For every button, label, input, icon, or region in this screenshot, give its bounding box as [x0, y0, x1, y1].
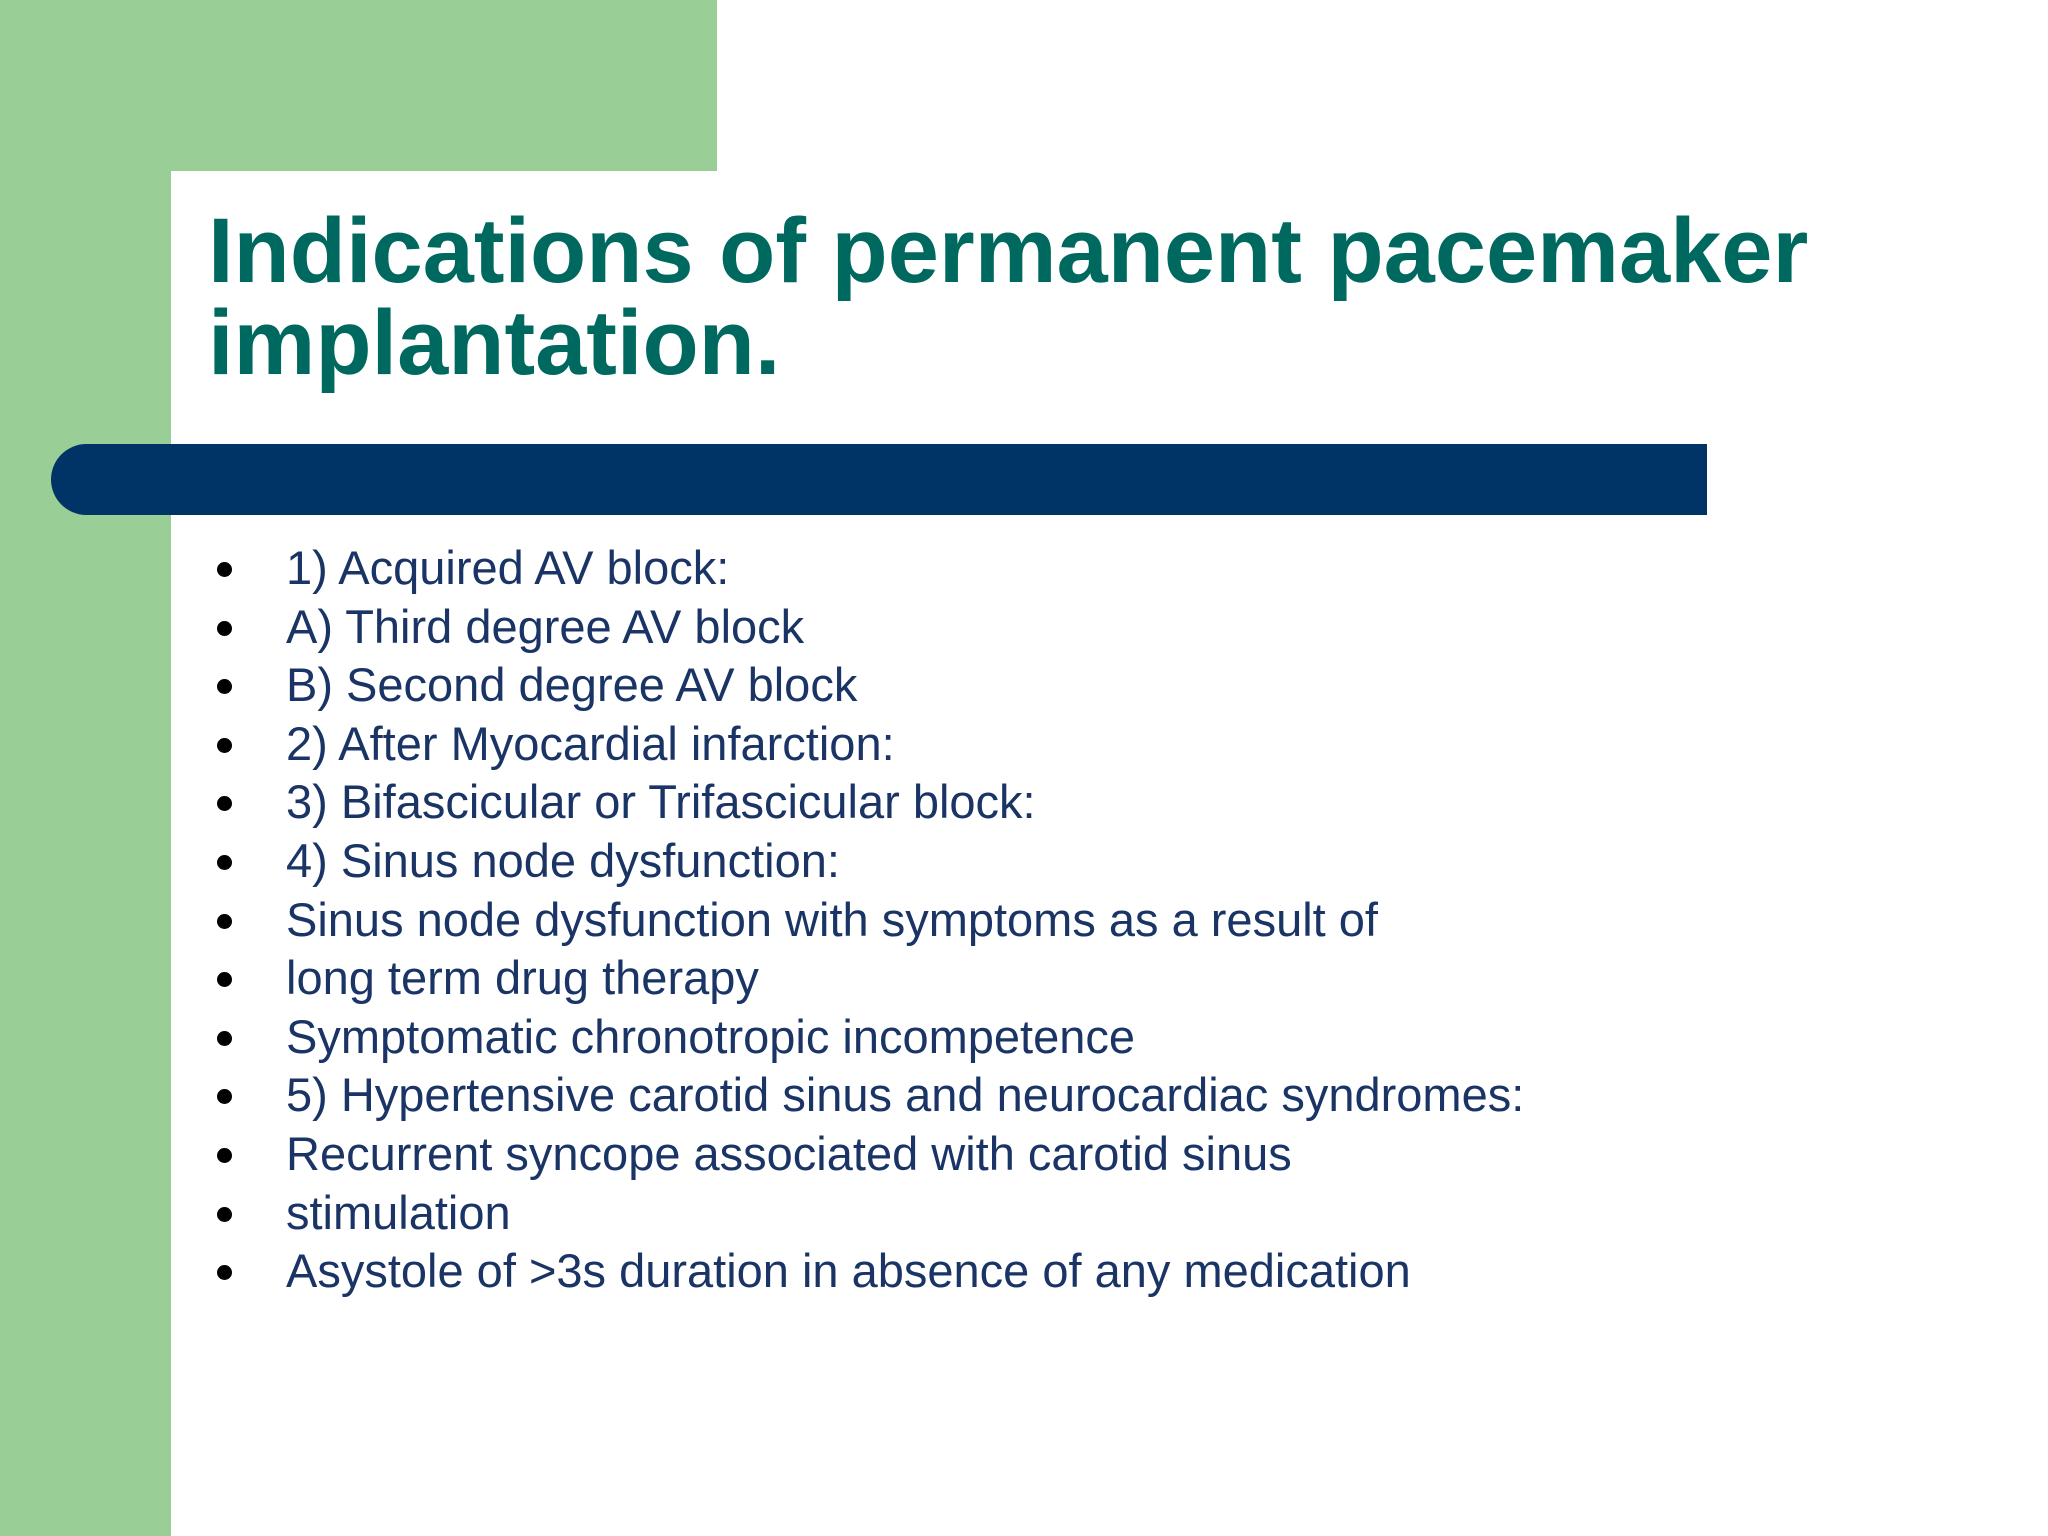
bullet-dot-icon [217, 738, 232, 753]
bullet-text: A) Third degree AV block [286, 599, 805, 653]
bullet-text: 3) Bifascicular or Trifascicular block: [286, 775, 1036, 829]
bullet-text: 5) Hypertensive carotid sinus and neurocardiac syndromes: [286, 1068, 1525, 1122]
bullet-text: 4) Sinus node dysfunction: [286, 833, 840, 887]
bullet-text: Recurrent syncope associated with carotid sinus [286, 1126, 1292, 1180]
bullet-text: 1) Acquired AV block: [286, 541, 730, 594]
slide-title [208, 200, 2008, 394]
bullet-dot-icon [217, 1207, 232, 1222]
title-line-1: Indications of permanent pacemaker [208, 200, 1809, 302]
title-line-2: implantation. [208, 292, 781, 394]
bullet-dot-icon [217, 855, 232, 870]
bullet-text: stimulation [286, 1185, 511, 1239]
green-left-band [0, 0, 171, 1536]
bullet-dot-icon [217, 1031, 232, 1046]
bullet-text: Sinus node dysfunction with symptoms as a result of [286, 892, 1378, 946]
bullet-dot-icon [217, 562, 232, 577]
bullet-dot-icon [217, 621, 232, 636]
bullet-dot-icon [217, 1148, 232, 1163]
bullet-text: 2) After Myocardial infarction: [286, 716, 895, 770]
title-divider-bar [51, 444, 1707, 515]
bullet-text: long term drug therapy [286, 951, 759, 1005]
bullet-text: Symptomatic chronotropic incompetence [286, 1009, 1136, 1063]
bullet-dot-icon [217, 914, 232, 929]
green-top-band [0, 0, 717, 171]
bullet-text: B) Second degree AV block [286, 658, 858, 712]
bullet-text: Asystole of >3s duration in absence of any medication [286, 1244, 1411, 1298]
